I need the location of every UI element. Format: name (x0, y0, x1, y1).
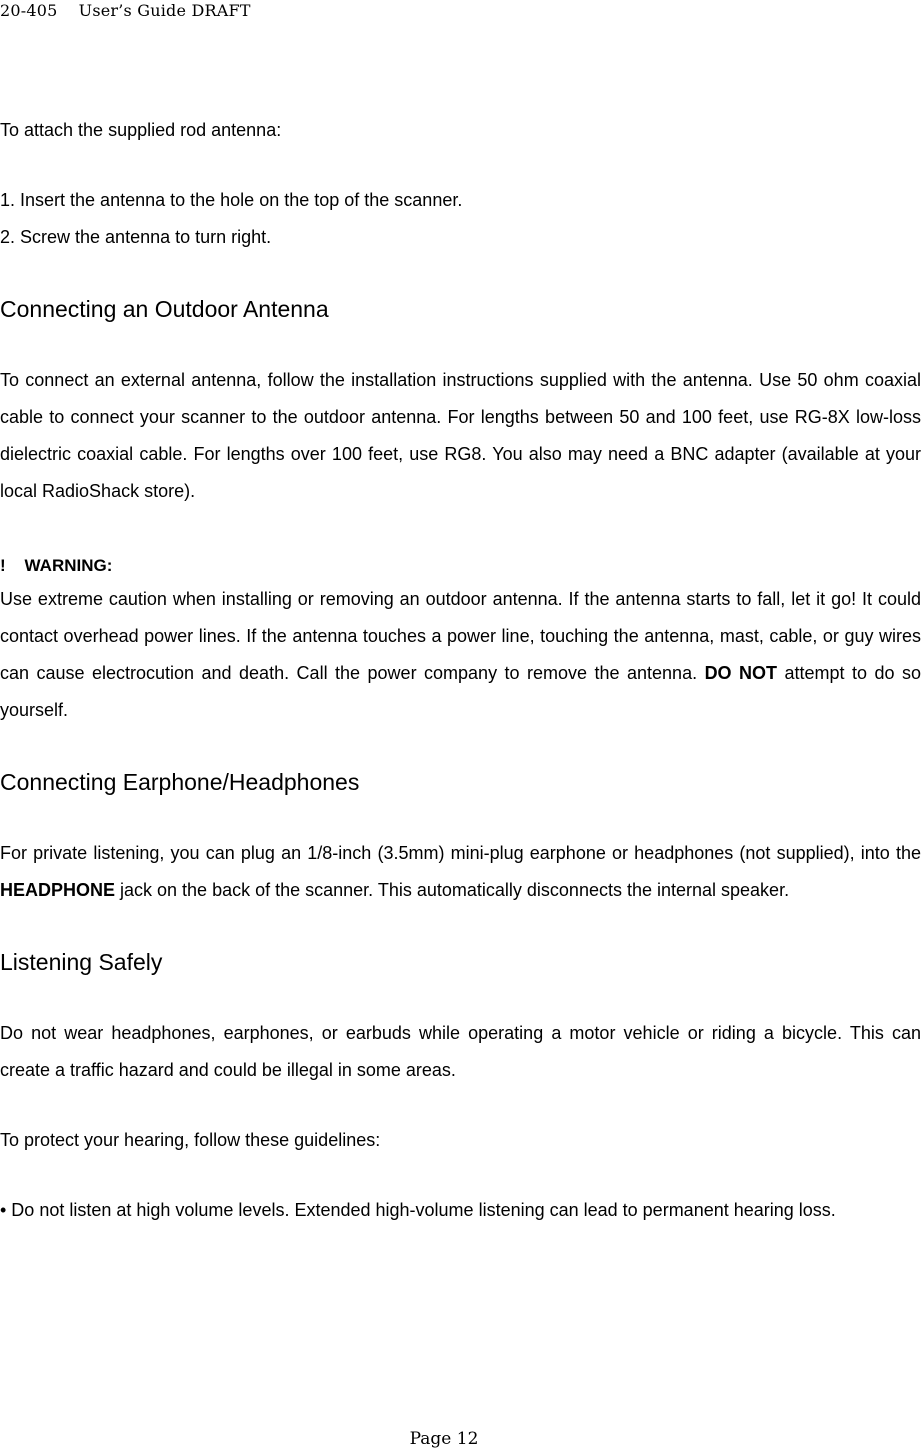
headphone-jack-label: HEADPHONE (0, 880, 116, 900)
rod-antenna-intro: To attach the supplied rod antenna: (0, 120, 282, 140)
earphone-text-end: jack on the back of the scanner. This automatically disconnects the internal speaker. (115, 880, 790, 900)
guidelines-intro: To protect your hearing, follow these guidelines: (0, 1130, 381, 1150)
listening-safely-heading: Listening Safely (0, 949, 163, 975)
earphone-heading: Connecting Earphone/Headphones (0, 769, 360, 795)
warning-text: Use extreme caution when installing or removing an outdoor antenna. If the antenna starts to fall, let it go! It could contact overhead power lines. If the antenna touches a power line, touching the antenna, mast, cable, or guy wires can cause electrocution and death. Call the power company to remove the antenna. (0, 589, 921, 683)
rod-antenna-step-1: 1. Insert the antenna to the hole on the top of the scanner. (0, 190, 463, 210)
outdoor-antenna-heading: Connecting an Outdoor Antenna (0, 296, 329, 322)
document-header: 20-405 User’s Guide DRAFT (0, 1, 251, 20)
earphone-text: For private listening, you can plug an 1/8-inch (3.5mm) mini-plug earphone or headphones (not supplied), into the (0, 843, 921, 863)
warning-paragraph (0, 581, 921, 729)
warning-text-end: attempt to do so yourself. (0, 663, 921, 720)
safety-paragraph: Do not wear headphones, earphones, or earbuds while operating a motor vehicle or riding a bicycle. This can create a traffic hazard and could be illegal in some areas. (0, 1023, 921, 1080)
outdoor-antenna-paragraph: To connect an external antenna, follow the installation instructions supplied with the antenna. Use 50 ohm coaxial cable to connect your scanner to the outdoor antenna. For lengths between 50 and 100 feet, use RG-8X low-loss dielectric coaxial cable. For lengths over 100 feet, use RG8. You also may need a BNC adapter (available at your local RadioShack store). (0, 370, 921, 501)
warning-emphasis: DO NOT (704, 663, 778, 683)
warning-label: ! WARNING: (0, 556, 113, 575)
guideline-bullet: • Do not listen at high volume levels. Extended high-volume listening can lead to permanent hearing loss. (0, 1200, 836, 1220)
rod-antenna-step-2: 2. Screw the antenna to turn right. (0, 227, 272, 247)
page-number: Page 12 (409, 1429, 479, 1449)
document-body (0, 112, 921, 1229)
earphone-paragraph (0, 835, 921, 909)
